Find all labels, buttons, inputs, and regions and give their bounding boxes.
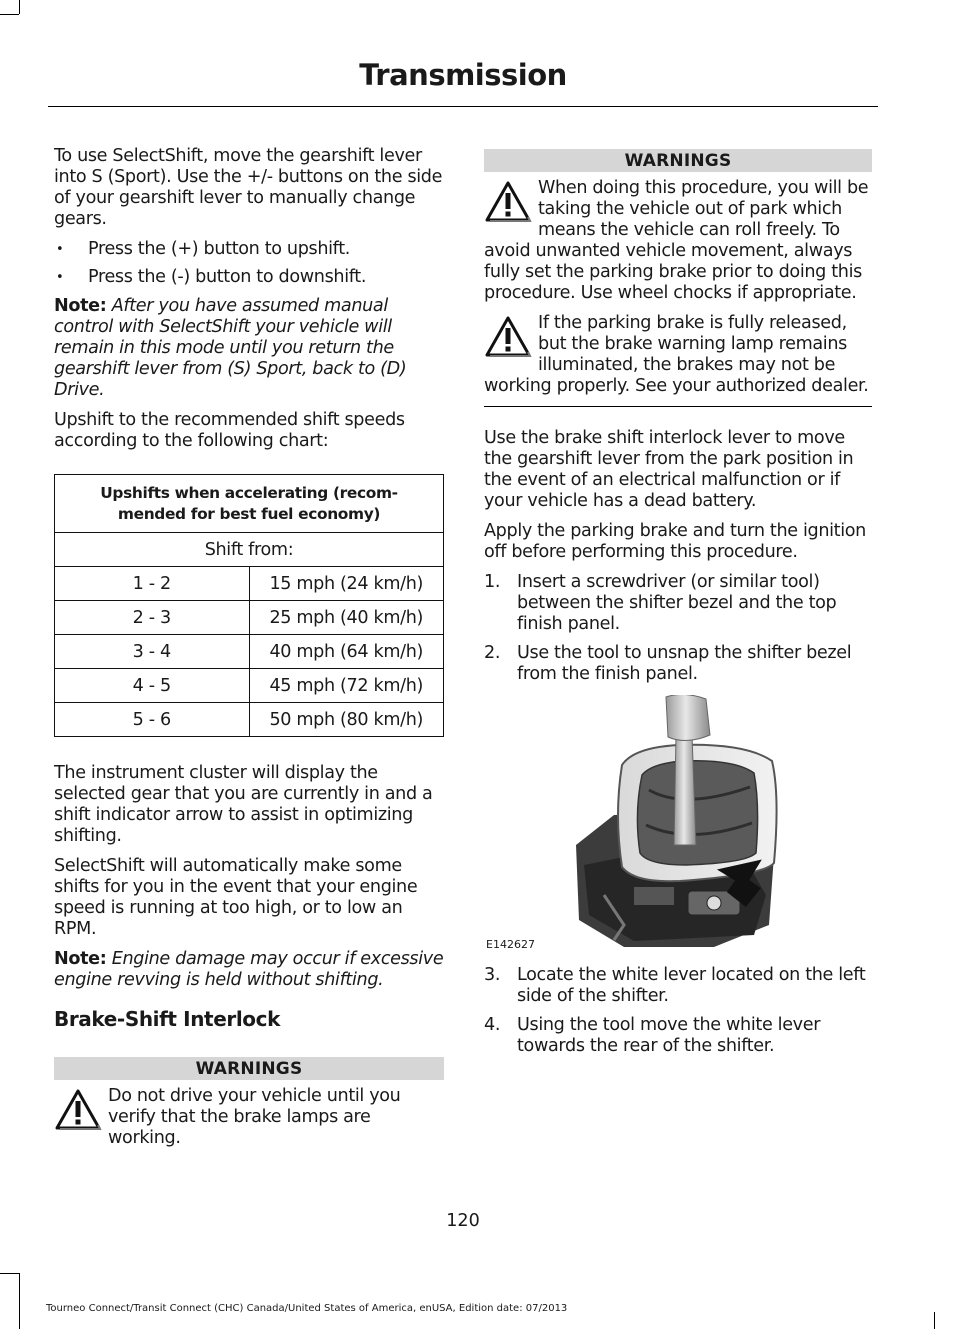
table-header: Upshifts when accelerating (recom-mended for best fuel economy) — [55, 475, 444, 533]
interlock-text: Use the brake shift interlock lever to move the gearshift lever from the park position in the event of an electrical malfunction or if your vehicle has a dead battery. — [484, 428, 854, 511]
table-row — [55, 601, 444, 635]
step-number: 1. — [484, 572, 501, 592]
warning-triangle-icon — [54, 1088, 102, 1132]
crop-mark — [0, 14, 19, 15]
gear-cell: 2 - 3 — [55, 601, 250, 635]
list-item — [484, 572, 872, 635]
crop-mark — [934, 1312, 935, 1329]
upshift-intro: Upshift to the recommended shift speeds according to the following chart: — [54, 410, 405, 451]
list-item: • Press the (+) button to upshift. — [54, 239, 444, 260]
note-text: Engine damage may occur if excessive engine revving is held without shifting. — [54, 949, 444, 990]
table-row — [55, 635, 444, 669]
steps-list — [484, 572, 872, 685]
step-number: 3. — [484, 965, 501, 985]
list-item — [484, 1015, 872, 1057]
note-text: After you have assumed manual control with SelectShift your vehicle will remain in this mode until you return the gearshift lever from (S) Sport, back to (D) Drive. — [54, 296, 407, 400]
warning-item — [54, 1086, 444, 1149]
apply-brake-text: Apply the parking brake and turn the ignition off before performing this procedure. — [484, 521, 866, 562]
crop-mark — [19, 0, 20, 14]
cluster-text: The instrument cluster will display the selected gear that you are currently in and a shift indicator arrow to assist in optimizing shifting. — [54, 763, 433, 846]
selectshift-intro: To use SelectShift, move the gearshift lever into S (Sport). Use the +/- buttons on the side of your gearshift lever to manually change gears. — [54, 146, 443, 229]
shift-bullets — [54, 239, 444, 288]
auto-shift-text: SelectShift will automatically make some shifts for you in the event that your engine speed is running at too high, or to low an RPM. — [54, 856, 418, 939]
gear-cell: 3 - 4 — [55, 635, 250, 669]
gear-cell: 5 - 6 — [55, 703, 250, 737]
page-title: Transmission — [359, 58, 567, 92]
warning-triangle-icon — [484, 180, 532, 224]
warning-text: If the parking brake is fully released, but the brake warning lamp remains illuminated, the brakes may not be working properly. See your authorized dealer. — [484, 313, 869, 396]
warning-text: Do not drive your vehicle until you verify that the brake lamps are working. — [108, 1086, 401, 1148]
note-label: Note: — [54, 949, 107, 969]
speed-cell: 40 mph (64 km/h) — [249, 635, 444, 669]
left-column — [54, 146, 444, 1158]
title-divider — [48, 106, 878, 107]
warning-item — [484, 313, 872, 397]
table-row — [55, 703, 444, 737]
warning-item — [484, 178, 872, 304]
note-label: Note: — [54, 296, 107, 316]
table-row — [55, 567, 444, 601]
note-manual-control — [54, 296, 444, 401]
crop-mark — [19, 1273, 20, 1329]
step-text: Use the tool to unsnap the shifter bezel from the finish panel. — [517, 643, 852, 684]
step-text: Insert a screwdriver (or similar tool) between the shifter bezel and the top finish panel. — [517, 572, 837, 634]
warnings-header: WARNINGS — [484, 149, 872, 172]
crop-mark — [0, 1273, 19, 1274]
step-text: Locate the white lever located on the left side of the shifter. — [517, 965, 866, 1006]
table-subheader: Shift from: — [55, 533, 444, 567]
step-number: 2. — [484, 643, 501, 663]
warning-text: When doing this procedure, you will be taking the vehicle out of park which means the vehicle can roll freely. To avoid unwanted vehicle movement, always fully set the parking brake prior to doing this procedure. Use wheel chocks if appropriate. — [484, 178, 869, 303]
warning-triangle-icon — [484, 315, 532, 359]
speed-cell: 15 mph (24 km/h) — [249, 567, 444, 601]
note-engine-damage — [54, 949, 444, 991]
speed-cell: 45 mph (72 km/h) — [249, 669, 444, 703]
gear-cell: 4 - 5 — [55, 669, 250, 703]
shifter-bezel-diagram — [484, 695, 872, 951]
right-column — [484, 149, 872, 1066]
footer-edition: Tourneo Connect/Transit Connect (CHC) Canada/United States of America, enUSA, Edition date: 07/2013 — [46, 1303, 568, 1314]
warnings-header: WARNINGS — [54, 1057, 444, 1080]
warnings-divider — [484, 406, 872, 407]
table-row — [55, 669, 444, 703]
upshift-table — [54, 474, 444, 737]
steps-list — [484, 965, 872, 1057]
page-number: 120 — [446, 1211, 480, 1231]
step-text: Using the tool move the white lever towards the rear of the shifter. — [517, 1015, 821, 1056]
figure-code: E142627 — [486, 938, 535, 951]
section-heading: Brake-Shift Interlock — [54, 1007, 280, 1031]
list-item: • Press the (-) button to downshift. — [54, 267, 444, 288]
gear-cell: 1 - 2 — [55, 567, 250, 601]
list-item — [484, 965, 872, 1007]
speed-cell: 50 mph (80 km/h) — [249, 703, 444, 737]
speed-cell: 25 mph (40 km/h) — [249, 601, 444, 635]
step-number: 4. — [484, 1015, 501, 1035]
list-item — [484, 643, 872, 685]
shifter-illustration — [484, 695, 872, 951]
